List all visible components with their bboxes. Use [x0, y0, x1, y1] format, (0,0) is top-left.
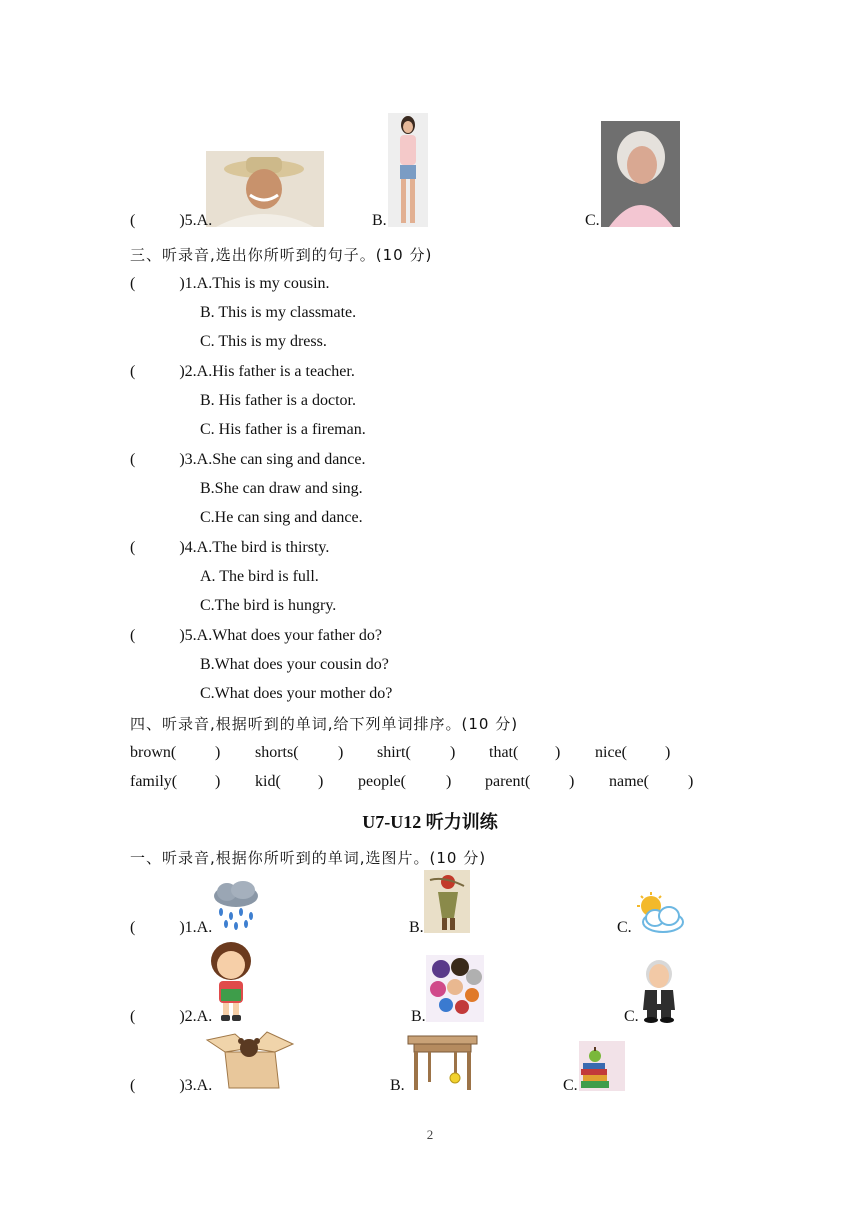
option-c: C. His father is a fireman.	[200, 421, 366, 438]
answer-paren[interactable]: (	[130, 627, 136, 644]
answer-paren[interactable]: (	[130, 212, 136, 229]
option-a: )3.A.She can sing and dance.	[179, 451, 366, 468]
option-c-label: C.	[617, 919, 632, 936]
section-four-heading: 四、听录音,根据听到的单词,给下列单词排序。(10 分)	[130, 715, 519, 733]
question-row	[130, 1008, 212, 1026]
option-c-label: C.	[563, 1077, 578, 1094]
table-ball-icon	[406, 1034, 479, 1092]
question-number: )1.A.	[179, 919, 213, 936]
option-b-label: B.	[409, 919, 424, 936]
page-number: 2	[426, 1127, 434, 1142]
option-b: B.What does your cousin do?	[200, 656, 389, 673]
close-paren: )	[665, 744, 671, 761]
question-row	[130, 919, 212, 937]
option-b: B. His father is a doctor.	[200, 392, 356, 409]
close-paren: )	[569, 773, 575, 790]
option-b-label: B.	[372, 212, 387, 229]
section-one-heading: 一、听录音,根据你所听到的单词,选图片。(10 分)	[130, 849, 487, 867]
unit-title: U7-U12 听力训练	[362, 812, 498, 832]
box-bear-icon	[205, 1030, 295, 1092]
q5-image-row	[130, 212, 212, 230]
option-b: B. This is my classmate.	[200, 304, 357, 321]
word-item: family(	[130, 773, 178, 790]
sun-cloud-icon	[633, 892, 686, 935]
word-item: parent(	[485, 773, 531, 790]
word-item: kid(	[255, 773, 281, 790]
word-item: that(	[489, 744, 519, 761]
question-number: )5.A.	[179, 212, 213, 229]
close-paren: )	[338, 744, 344, 761]
question-row	[130, 627, 382, 645]
books-apple-icon	[579, 1041, 625, 1091]
windy-girl-icon	[424, 870, 470, 933]
option-c: C. This is my dress.	[200, 333, 327, 350]
word-item: shirt(	[377, 744, 411, 761]
grandpa-icon	[639, 958, 680, 1023]
close-paren: )	[688, 773, 694, 790]
option-a: )2.A.His father is a teacher.	[179, 363, 355, 380]
option-c: C.He can sing and dance.	[200, 509, 363, 526]
question-row	[130, 275, 330, 293]
answer-paren[interactable]: (	[130, 451, 136, 468]
answer-paren[interactable]: (	[130, 275, 136, 292]
close-paren: )	[446, 773, 452, 790]
option-a: )5.A.What does your father do?	[179, 627, 382, 644]
option-c-label: C.	[624, 1008, 639, 1025]
option-a: )1.A.This is my cousin.	[179, 275, 330, 292]
question-row	[130, 451, 366, 469]
word-item: people(	[358, 773, 406, 790]
girl-icon	[205, 941, 257, 1022]
option-c: C.What does your mother do?	[200, 685, 393, 702]
question-number: )2.A.	[179, 1008, 213, 1025]
option-b-label: B.	[411, 1008, 426, 1025]
family-group-icon	[426, 955, 484, 1022]
section-three-heading: 三、听录音,选出你所听到的句子。(10 分)	[130, 246, 433, 264]
answer-paren[interactable]: (	[130, 1008, 136, 1025]
question-number: )3.A.	[179, 1077, 213, 1094]
close-paren: )	[318, 773, 324, 790]
option-b-label: B.	[390, 1077, 405, 1094]
word-item: name(	[609, 773, 649, 790]
close-paren: )	[215, 773, 221, 790]
rain-cloud-icon	[209, 880, 263, 932]
close-paren: )	[555, 744, 561, 761]
close-paren: )	[450, 744, 456, 761]
option-a: )4.A.The bird is thirsty.	[179, 539, 330, 556]
answer-paren[interactable]: (	[130, 363, 136, 380]
answer-paren[interactable]: (	[130, 539, 136, 556]
question-row	[130, 539, 329, 557]
old-man-photo	[206, 151, 324, 227]
option-b: B.She can draw and sing.	[200, 480, 363, 497]
word-item: brown(	[130, 744, 177, 761]
answer-paren[interactable]: (	[130, 1077, 136, 1094]
young-woman-photo	[388, 113, 428, 227]
option-c: C.The bird is hungry.	[200, 597, 337, 614]
question-row	[130, 1077, 212, 1095]
word-item: nice(	[595, 744, 627, 761]
old-woman-photo	[601, 121, 680, 227]
option-b: A. The bird is full.	[200, 568, 319, 585]
option-c-label: C.	[585, 212, 600, 229]
answer-paren[interactable]: (	[130, 919, 136, 936]
word-item: shorts(	[255, 744, 299, 761]
question-row	[130, 363, 355, 381]
close-paren: )	[215, 744, 221, 761]
